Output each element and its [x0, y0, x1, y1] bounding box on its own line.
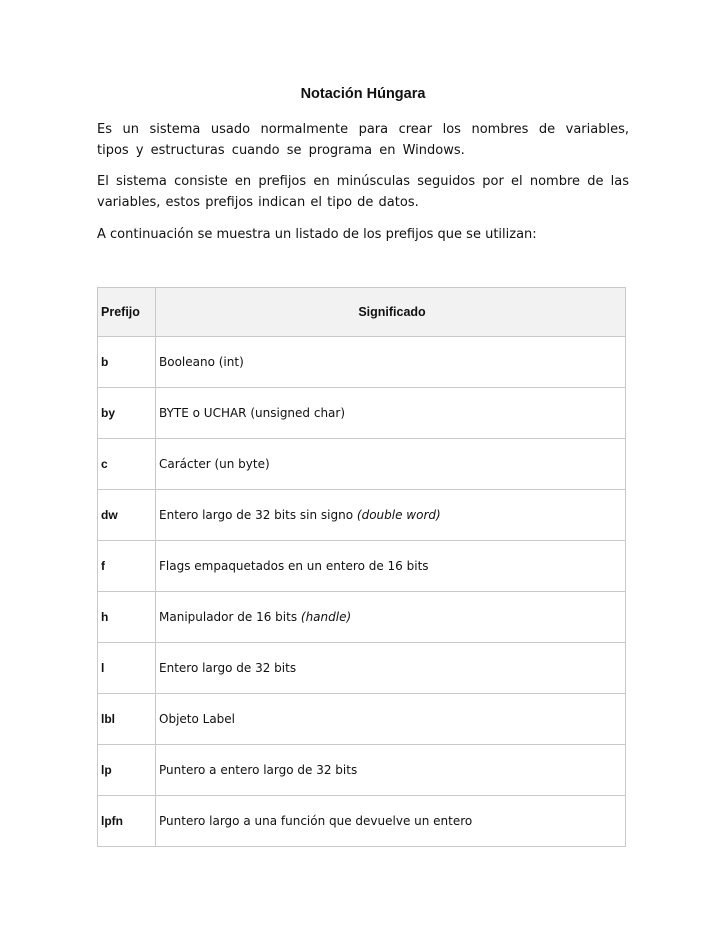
table-row: [98, 541, 626, 592]
meaning-cell: [156, 337, 626, 388]
table-row: [98, 745, 626, 796]
table-row: [98, 439, 626, 490]
meaning-cell: [156, 490, 626, 541]
table-row: [98, 643, 626, 694]
document-title: Notación Húngara: [300, 86, 426, 102]
system-description-paragraph: El sistema consiste en prefijos en minúsculas seguidos por el nombre de las variables, estos prefijos indican el tipo de datos.: [97, 174, 629, 210]
meaning-cell: [156, 388, 626, 439]
meaning-cell: [156, 643, 626, 694]
meaning-text: BYTE o UCHAR (unsigned char): [159, 406, 346, 420]
prefix-cell: lp: [98, 745, 156, 796]
meaning-cell: [156, 745, 626, 796]
meaning-text: Entero largo de 32 bits: [159, 661, 297, 675]
prefix-cell: l: [98, 643, 156, 694]
prefix-cell: lbl: [98, 694, 156, 745]
table-row: [98, 796, 626, 847]
meaning-cell: [156, 439, 626, 490]
header-meaning: Significado: [156, 288, 626, 337]
meaning-text: Entero largo de 32 bits sin signo: [159, 508, 357, 522]
meaning-cell: [156, 592, 626, 643]
table-header-row: [98, 288, 626, 337]
list-intro-paragraph: A continuación se muestra un listado de los prefijos que se utilizan:: [97, 227, 537, 242]
meaning-italic: (double word): [356, 508, 441, 522]
meaning-italic: (handle): [300, 610, 352, 624]
meaning-text: Puntero largo a una función que devuelve un entero: [159, 814, 473, 828]
prefix-cell: b: [98, 337, 156, 388]
prefix-table: [97, 287, 626, 847]
meaning-text: Carácter (un byte): [159, 457, 270, 471]
table-row: [98, 592, 626, 643]
prefix-cell: f: [98, 541, 156, 592]
meaning-cell: [156, 796, 626, 847]
meaning-text: Booleano (int): [159, 355, 244, 369]
table-row: [98, 490, 626, 541]
prefix-cell: lpfn: [98, 796, 156, 847]
table-row: [98, 694, 626, 745]
meaning-text: Objeto Label: [159, 712, 236, 726]
prefix-cell: c: [98, 439, 156, 490]
meaning-cell: [156, 694, 626, 745]
prefix-cell: by: [98, 388, 156, 439]
meaning-text: Puntero a entero largo de 32 bits: [159, 763, 358, 777]
meaning-text: Manipulador de 16 bits: [159, 610, 301, 624]
table-row: [98, 388, 626, 439]
intro-paragraph: Es un sistema usado normalmente para crear los nombres de variables, tipos y estructuras cuando se programa en Windows.: [97, 122, 629, 158]
meaning-cell: [156, 541, 626, 592]
prefix-cell: h: [98, 592, 156, 643]
meaning-text: Flags empaquetados en un entero de 16 bits: [159, 559, 429, 573]
prefix-cell: dw: [98, 490, 156, 541]
table-row: [98, 337, 626, 388]
header-prefix: Prefijo: [98, 288, 156, 337]
